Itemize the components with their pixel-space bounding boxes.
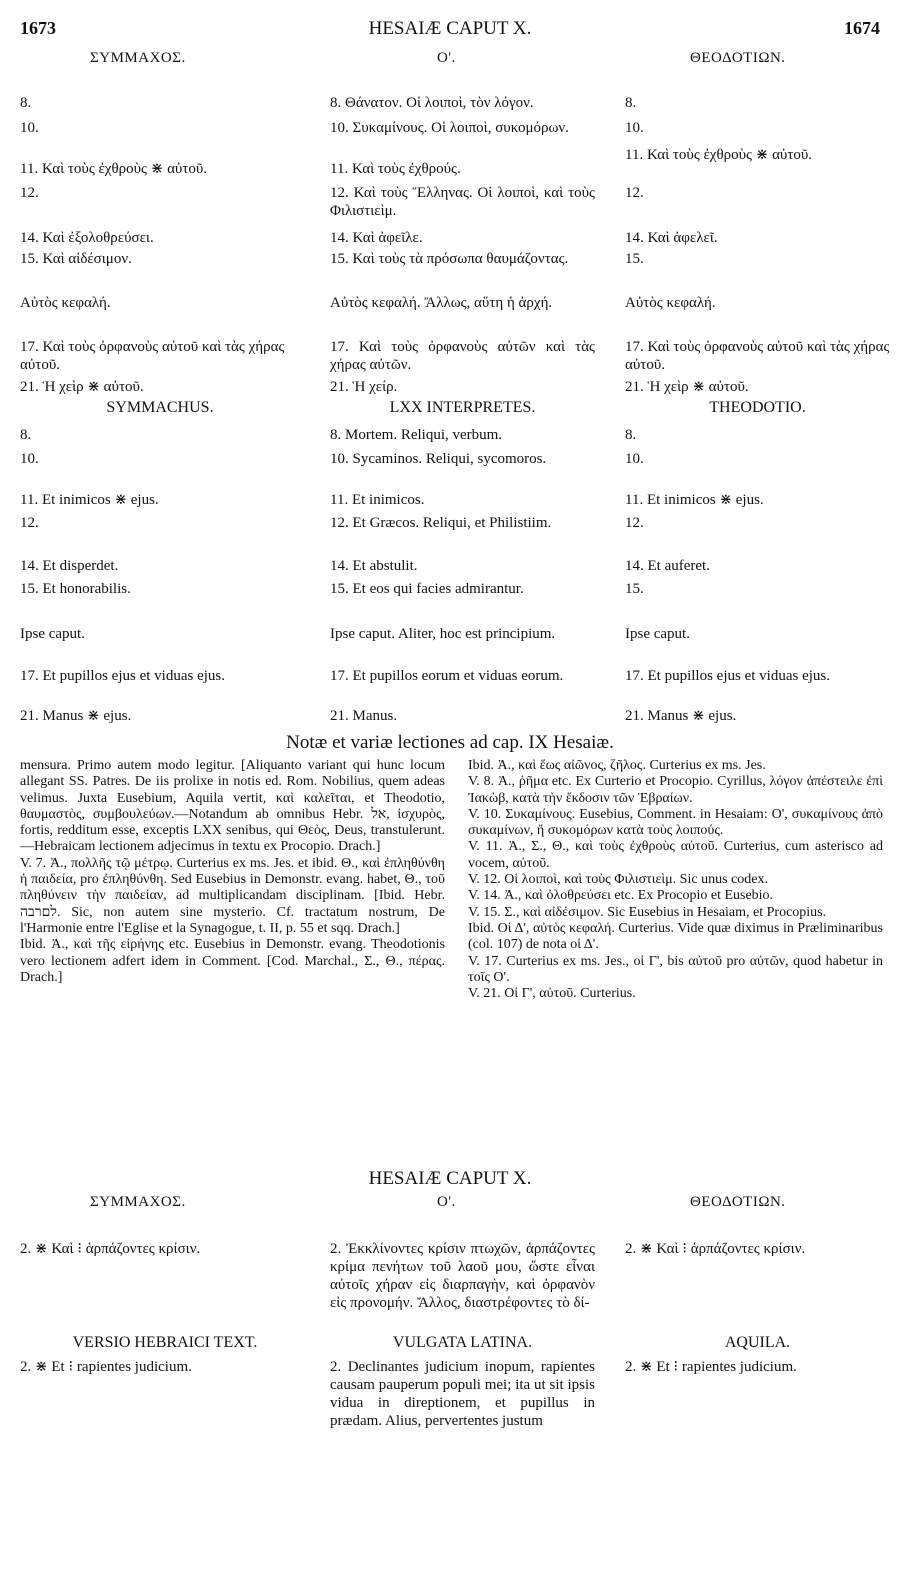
note-paragraph: V. 12. Οἱ λοιποὶ, καὶ τοὺς Φιλιστιεὶμ. Sic unus codex.: [468, 872, 768, 888]
latin-right-row: 15.: [625, 581, 644, 597]
greek-mid-row: 17. Καὶ τοὺς ὀρφανοὺς αὐτῶν καὶ τὰς χήρας αὐτῶν.: [330, 339, 595, 373]
greek-right-row: 11. Καὶ τοὺς ἐχθροὺς ⋇ αὐτοῦ.: [625, 147, 813, 163]
greek-left-row: 11. Καὶ τοὺς ἐχθροὺς ⋇ αὐτοῦ.: [20, 161, 208, 177]
greek-left-row: 21. Ἡ χεὶρ ⋇ αὐτοῦ.: [20, 379, 144, 395]
latin-left-row: 14. Et disperdet.: [20, 558, 119, 574]
latin-left-row: 17. Et pupillos ejus et viduas ejus.: [20, 668, 225, 684]
notes-title: Notæ et variæ lectiones ad cap. IX Hesaiæ.: [286, 732, 614, 753]
note-paragraph: V. 8. Ἀ., ῥῆμα etc. Ex Curterio et Procopio. Cyrillus, λόγον ἀπέστειλε ἐπὶ Ἰακὼβ, κατὰ τὴν ἔκδοσιν τῶν Ἑβραίων.: [468, 774, 883, 806]
greek-left-row: Αὐτὸς κεφαλή.: [20, 295, 111, 311]
latin-right-row: 21. Manus ⋇ ejus.: [625, 708, 737, 724]
latin-right-row: 10.: [625, 451, 644, 467]
latin-mid-row: 12. Et Græcos. Reliqui, et Philistiim.: [330, 515, 552, 531]
latin-right-head: THEODOTIO.: [709, 399, 806, 416]
greek-mid-head: Ο'.: [437, 50, 456, 66]
latin-right-row: 11. Et inimicos ⋇ ejus.: [625, 492, 764, 508]
greek-mid-row: 15. Καὶ τοὺς τὰ πρόσωπα θαυμάζοντας.: [330, 251, 569, 267]
latin-left-row: 8.: [20, 427, 32, 443]
latin-mid-row: 14. Et abstulit.: [330, 558, 418, 574]
latin-right-row: 17. Et pupillos ejus et viduas ejus.: [625, 668, 830, 684]
note-paragraph: V. 15. Σ., καὶ αἰδέσιμον. Sic Eusebius in Hesaiam, et Procopius.: [468, 904, 827, 920]
latin-right-row: 12.: [625, 515, 644, 531]
greek-mid-row: 21. Ἡ χείρ.: [330, 379, 398, 395]
greek-mid-row: 14. Καὶ ἀφεῖλε.: [330, 230, 423, 246]
greek-left-row: 14. Καὶ ἐξολοθρεύσει.: [20, 230, 154, 246]
page-title: HESAIÆ CAPUT X.: [368, 18, 532, 39]
latin-left-row: 15. Et honorabilis.: [20, 581, 131, 597]
greek-left-head: ΣΥΜΜΑΧΟΣ.: [90, 50, 186, 66]
greek-left-row: 15. Καὶ αἰδέσιμον.: [20, 251, 132, 267]
greek-right-row: 17. Καὶ τοὺς ὀρφανοὺς αὐτοῦ καὶ τὰς χήρας αὐτοῦ.: [625, 339, 890, 373]
latin-left-row: 11. Et inimicos ⋇ ejus.: [20, 492, 159, 508]
page-number-left: 1673: [20, 18, 56, 38]
latin-mid-row: 15. Et eos qui facies admirantur.: [330, 581, 524, 597]
latin-left-row: 21. Manus ⋇ ejus.: [20, 708, 132, 724]
greek-right-row: 15.: [625, 251, 644, 267]
note-paragraph: V. 17. Curterius ex ms. Jes., οἱ Γ', bis αὐτοῦ pro αὐτῶν, quod habetur in τοῖς Ο'.: [468, 953, 883, 985]
section-title: HESAIÆ CAPUT X.: [368, 1168, 532, 1189]
latin-left-row: 10.: [20, 451, 39, 467]
greek-right-row: 12.: [625, 185, 644, 201]
section2-latin-right-head: AQUILA.: [724, 1334, 791, 1351]
section2-left-head: ΣΥΜΜΑΧΟΣ.: [90, 1194, 186, 1210]
notes-left-column: [20, 758, 445, 986]
greek-left-row: 17. Καὶ τοὺς ὀρφανοὺς αὐτοῦ καὶ τὰς χήρας αὐτοῦ.: [20, 339, 285, 373]
greek-right-row: 8.: [625, 95, 637, 111]
latin-mid-head: LXX INTERPRETES.: [389, 399, 536, 416]
section2-latin-right-text: 2. ⋇ Et ⁝ rapientes judicium.: [625, 1359, 797, 1375]
note-paragraph: Ibid. Οἱ Δ', αὐτὸς κεφαλή. Curterius. Vide quæ diximus in Præliminaribus (col. 107) de nota οἱ Δ'.: [468, 920, 883, 953]
greek-mid-row: 12. Καὶ τοὺς Ἕλληνας. Οἱ λοιποὶ, καὶ τοὺς Φιλιστιεὶμ.: [330, 185, 595, 219]
greek-mid-row: 11. Καὶ τοὺς ἐχθρούς.: [330, 161, 461, 177]
note-paragraph: Ibid. Ἀ., καὶ τῆς εἰρήνης etc. Eusebius in Demonstr. evang. Theodotionis vero lectionem adfert idem in Comment. [Cod. Marchal., Σ., Θ., πέρας. Drach.]: [20, 937, 445, 985]
section2-right-head: ΘΕΟΔΟΤΙΩΝ.: [690, 1194, 786, 1210]
section2-left-text: 2. ⋇ Καὶ ⁝ ἁρπάζοντες κρίσιν.: [20, 1241, 201, 1257]
note-paragraph: mensura. Primo autem modo legitur. [Aliquanto variant qui hunc locum allegant SS. Patres. De iis prolixe in notis ed. Rom. Nobilius, quem adeas velimus. Juxta Eusebium, Aquila vertit, καὶ καλεῖται, et Theodotio, θαυμαστὸς, συμβουλεύων.—Notandum ab omnibus Hebr. אל, ἰσχυρὸς, fortis, redditum esse, exceptis LXX senibus, qui Θεὸς, Deus, transtulerunt.—Hebraicam lectionem adjecimus in textu ex Procopio. Drach.]: [20, 758, 445, 855]
latin-mid-row: 17. Et pupillos eorum et viduas eorum.: [330, 668, 564, 684]
greek-mid-row: 8. Θάνατον. Οἱ λοιποὶ, τὸν λόγον.: [330, 95, 534, 111]
greek-right-row: 21. Ἡ χεὶρ ⋇ αὐτοῦ.: [625, 379, 749, 395]
page-header: [0, 18, 900, 42]
latin-mid-row: 8. Mortem. Reliqui, verbum.: [330, 427, 503, 443]
greek-right-row: 14. Καὶ ἀφελεῖ.: [625, 230, 718, 246]
greek-mid-row: 10. Συκαμίνους. Οἱ λοιποὶ, συκομόρων.: [330, 120, 569, 136]
greek-right-head: ΘΕΟΔΟΤΙΩΝ.: [690, 50, 786, 66]
greek-right-row: 10.: [625, 120, 644, 136]
section2-latin-mid-text: 2. Declinantes judicium inopum, rapientes causam pauperum populi mei; ita ut sit ipsis vidua in direptionem, et pupillus in prædam. Alius, pervertentes justum: [330, 1359, 595, 1429]
section2-mid-text: 2. Ἐκκλίνοντες κρίσιν πτωχῶν, ἁρπάζοντες κρίμα πενήτων τοῦ λαοῦ μου, ὥστε εἶναι αὐτοῖς χήραν εἰς διαρπαγὴν, καὶ ὀρφανὸν εἰς προνομήν. Ἄλλος, διαστρέφοντες τὸ δί-: [330, 1241, 595, 1311]
latin-mid-row: 11. Et inimicos.: [330, 492, 425, 508]
latin-left-row: Ipse caput.: [20, 626, 85, 642]
section2-latin-left-head: VERSIO HEBRAICI TEXT.: [72, 1334, 258, 1351]
greek-left-row: 10.: [20, 120, 39, 136]
section2-right-text: 2. ⋇ Καὶ ⁝ ἁρπάζοντες κρίσιν.: [625, 1241, 806, 1257]
greek-mid-row: Αὐτὸς κεφαλή. Ἄλλως, αὕτη ἡ ἀρχή.: [330, 295, 553, 311]
notes-right-column: [468, 758, 883, 1002]
latin-mid-row: Ipse caput. Aliter, hoc est principium.: [330, 626, 556, 642]
latin-mid-row: 10. Sycaminos. Reliqui, sycomoros.: [330, 451, 547, 467]
latin-right-row: 14. Et auferet.: [625, 558, 710, 574]
note-paragraph: V. 11. Ἀ., Σ., Θ., καὶ τοὺς ἐχθροὺς αὐτοῦ. Curterius, cum asterisco ad vocem, αὐτοῦ.: [468, 839, 883, 871]
greek-left-row: 12.: [20, 185, 39, 201]
section2-latin-mid-head: VULGATA LATINA.: [392, 1334, 533, 1351]
section2-latin-left-text: 2. ⋇ Et ⁝ rapientes judicium.: [20, 1359, 192, 1375]
greek-right-row: Αὐτὸς κεφαλή.: [625, 295, 716, 311]
note-paragraph: Ibid. Ἀ., καὶ ἕως αἰῶνος, ζῆλος. Curterius ex ms. Jes.: [468, 758, 766, 773]
note-paragraph: V. 10. Συκαμίνους. Eusebius, Comment. in Hesaiam: Ο', συκαμίνους ἀπὸ συκαμίνων, ἤ συκομόρων κατὰ τοὺς λοιπούς.: [468, 806, 883, 839]
section2-mid-head: Ο'.: [437, 1194, 456, 1210]
latin-right-row: 8.: [625, 427, 637, 443]
latin-right-row: Ipse caput.: [625, 626, 690, 642]
latin-mid-row: 21. Manus.: [330, 708, 398, 724]
note-paragraph: V. 7. Ἀ., πολλῆς τῷ μέτρῳ. Curterius ex ms. Jes. et ibid. Θ., καὶ ἐπληθύνθη ἡ παιδεία, pro ἐπληθύνθη. Sed Eusebius in Demonstr. evang. habet, Θ., τοῦ πληθύνειν τὴν παιδείαν, ad multiplicandam disciplinam. [Ibid. Hebr. לםרבה. Sic, non autem sine mysterio. Cf. tractatum nostrum, De l'Harmonie entre l'Eglise et la Synagogue, t. II, p. 55 et sqq. Drach.]: [20, 855, 445, 936]
latin-left-row: 12.: [20, 515, 39, 531]
greek-left-row: 8.: [20, 95, 32, 111]
note-paragraph: V. 21. Οἱ Γ', αὐτοῦ. Curterius.: [468, 986, 636, 1002]
latin-left-head: SYMMACHUS.: [106, 399, 214, 416]
note-paragraph: V. 14. Ἀ., καὶ ὀλοθρεύσει etc. Ex Procopio et Eusebio.: [468, 888, 774, 904]
page-number-right: 1674: [844, 18, 880, 38]
